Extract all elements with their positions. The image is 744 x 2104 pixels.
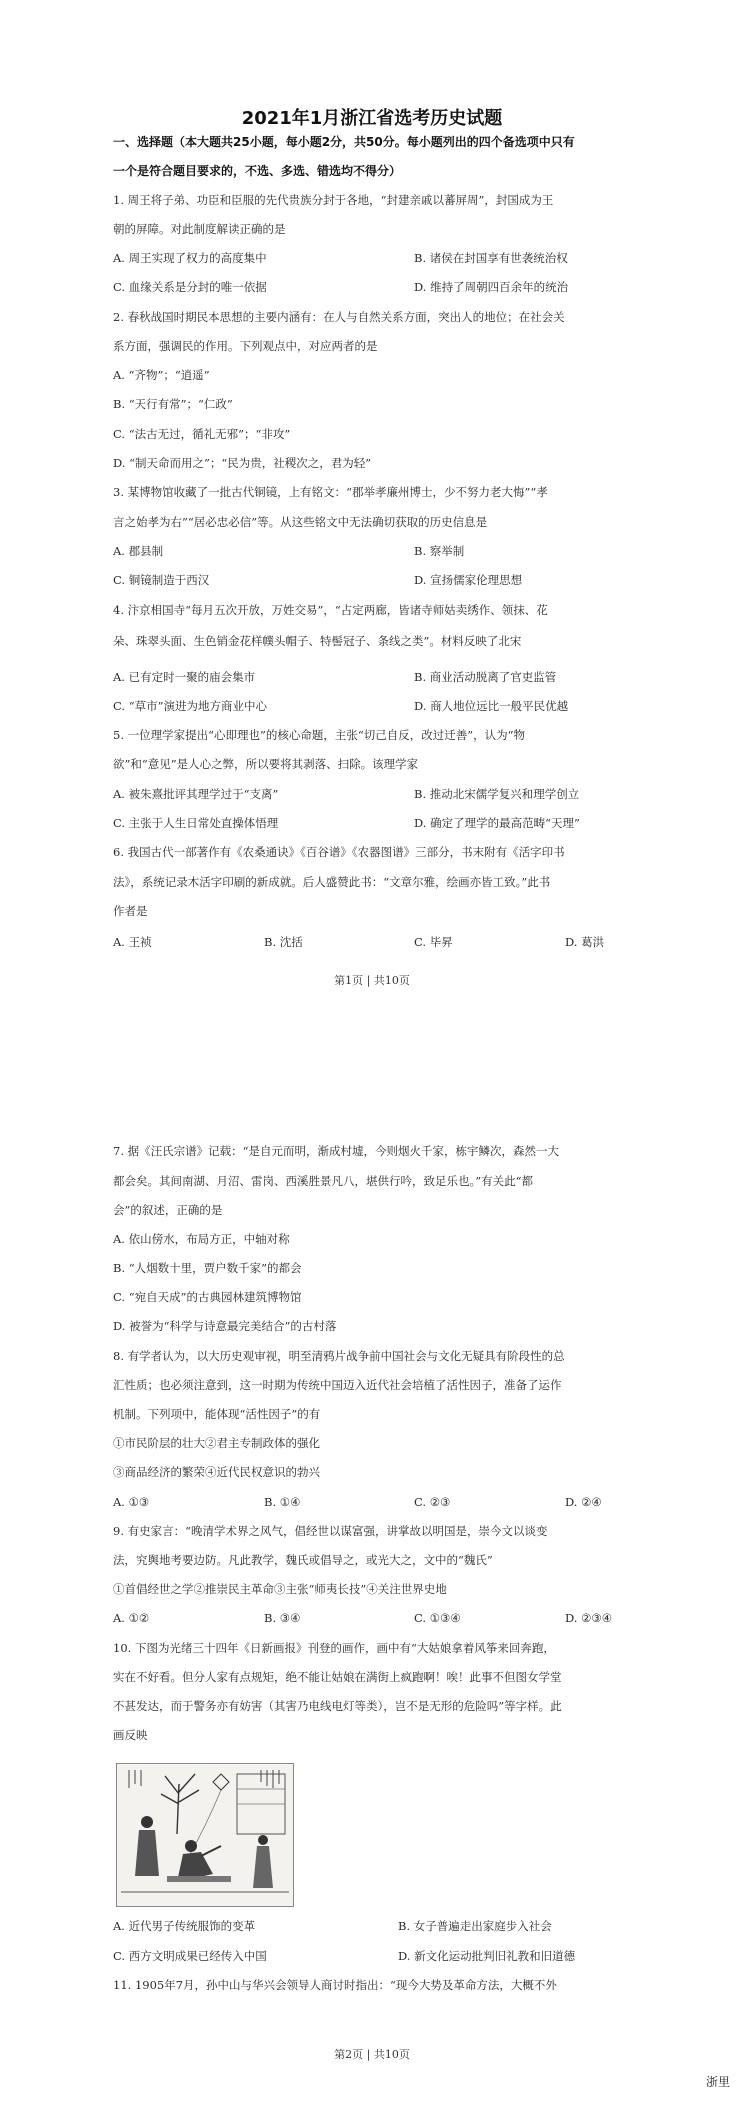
q3-option-a: A. 郡县制 — [113, 544, 164, 558]
q5-option-a: A. 被朱熹批评其理学过于“支离” — [113, 787, 279, 801]
q4-option-d: D. 商人地位远比一般平民优越 — [414, 699, 569, 713]
page-footer-1: 第1页 | 共10页 — [334, 974, 410, 987]
q1-stem-line-1: 1. 周王将子弟、功臣和臣服的先代贵族分封于各地，“封建亲戚以蕃屏周”，封国成为王 — [113, 193, 554, 207]
q10-illustration — [116, 1763, 294, 1907]
q10-stem-line-2: 实在不好看。但分人家有点规矩，绝不能让姑娘在满街上疯跑啊！唉！此事不但图女学堂 — [113, 1670, 562, 1684]
q6-stem-line-3: 作者是 — [113, 904, 148, 918]
q2-stem-line-2: 系方面，强调民的作用。下列观点中，对应两者的是 — [113, 339, 378, 353]
q4-option-b: B. 商业活动脱离了官吏监管 — [414, 670, 557, 684]
q7-option-c: C. “宛自天成”的古典园林建筑博物馆 — [113, 1290, 302, 1304]
q10-option-d: D. 新文化运动批判旧礼教和旧道德 — [398, 1949, 576, 1963]
q9-item-line-1: ①首倡经世之学②推崇民主革命③主张“师夷长技”④关注世界史地 — [113, 1582, 447, 1596]
q8-item-line-2: ③商品经济的繁荣④近代民权意识的勃兴 — [113, 1465, 320, 1479]
q8-option-b: B. ①④ — [264, 1495, 301, 1509]
q6-stem-line-1: 6. 我国古代一部著作有《农桑通诀》《百谷谱》《农器图谱》三部分，书末附有《活字印书 — [113, 845, 565, 859]
q8-option-c: C. ②③ — [414, 1495, 451, 1509]
q5-option-b: B. 推动北宋儒学复兴和理学创立 — [414, 787, 580, 801]
q11-stem-line-1: 11. 1905年7月，孙中山与华兴会领导人商讨时指出：“现今大势及革命方法，大概不外 — [113, 1978, 557, 1992]
q10-stem-line-1: 10. 下图为光绪三十四年《日新画报》刊登的画作，画中有“大姑娘拿着风筝来回奔跑， — [113, 1641, 555, 1655]
q1-stem-line-2: 朝的屏障。对此制度解读正确的是 — [113, 222, 286, 236]
q6-option-a: A. 王祯 — [113, 935, 152, 949]
q5-stem-line-2: 欲”和“意见”是人心之弊，所以要将其剥落、扫除。该理学家 — [113, 757, 419, 771]
q2-option-d: D. “制天命而用之”；“民为贵，社稷次之，君为轻” — [113, 456, 372, 470]
q10-option-c: C. 西方文明成果已经传入中国 — [113, 1949, 267, 1963]
q6-option-b: B. 沈括 — [264, 935, 303, 949]
page-2 — [0, 1040, 744, 2104]
q9-stem-line-2: 法，究舆地考要边防。凡此教学，魏氏或倡导之，或光大之，文中的“魏氏” — [113, 1553, 493, 1567]
q8-item-line-1: ①市民阶层的壮大②君主专制政体的强化 — [113, 1436, 320, 1450]
q1-option-b: B. 诸侯在封国享有世袭统治权 — [414, 251, 568, 265]
q10-option-b: B. 女子普遍走出家庭步入社会 — [398, 1919, 552, 1933]
q1-option-d: D. 维持了周朝四百余年的统治 — [414, 280, 569, 294]
q1-option-c: C. 血缘关系是分封的唯一依据 — [113, 280, 267, 294]
q2-option-c: C. “法古无过，循礼无邪”；“非攻” — [113, 427, 291, 441]
q4-option-c: C. “草市”演进为地方商业中心 — [113, 699, 267, 713]
q2-option-a: A. “齐物”；“逍遥” — [113, 368, 210, 382]
q7-option-a: A. 依山傍水，布局方正，中轴对称 — [113, 1232, 290, 1246]
q8-option-a: A. ①③ — [113, 1495, 150, 1509]
q8-option-d: D. ②④ — [565, 1495, 602, 1509]
corner-watermark: 浙里 — [705, 2075, 730, 2089]
q4-option-a: A. 已有定时一聚的庙会集市 — [113, 670, 256, 684]
q5-option-d: D. 确定了理学的最高范畴“天理” — [414, 816, 580, 830]
q6-stem-line-2: 法》，系统记录木活字印刷的新成就。后人盛赞此书：“文章尔雅，绘画亦皆工致。”此书 — [113, 875, 551, 889]
page-title: 2021年1月浙江省选考历史试题 — [241, 108, 503, 129]
q3-stem-line-1: 3. 某博物馆收藏了一批古代铜镜，上有铭文：“郡举孝廉州博士，少不努力老大悔”“孝 — [113, 485, 548, 499]
q7-option-d: D. 被誉为“科学与诗意最完美结合”的古村落 — [113, 1319, 337, 1333]
q8-stem-line-2: 汇性质；也必须注意到，这一时期为传统中国迈入近代社会培植了活性因子，准备了运作 — [113, 1378, 562, 1392]
q2-stem-line-1: 2. 春秋战国时期民本思想的主要内涵有：在人与自然关系方面，突出人的地位；在社会关 — [113, 310, 565, 324]
q3-option-b: B. 察举制 — [414, 544, 465, 558]
q5-option-c: C. 主张于人生日常处直操体悟理 — [113, 816, 279, 830]
q7-option-b: B. “人烟数十里，贾户数千家”的都会 — [113, 1261, 302, 1275]
q4-stem-line-1: 4. 汴京相国寺“每月五次开放，万姓交易”，“占定两廊，皆诸寺师姑卖绣作、领抹、花 — [113, 603, 548, 617]
q9-option-b: B. ③④ — [264, 1611, 301, 1625]
q7-stem-line-3: 会”的叙述，正确的是 — [113, 1203, 223, 1217]
q10-stem-line-3: 不甚发达，而于警务亦有妨害（其害乃电线电灯等类），岂不是无形的危险吗”等字样。此 — [113, 1699, 562, 1713]
q5-stem-line-1: 5. 一位理学家提出“心即理也”的核心命题，主张“切己自反，改过迁善”，认为“物 — [113, 728, 526, 742]
q8-stem-line-3: 机制。下列项中，能体现“活性因子”的有 — [113, 1407, 321, 1421]
q10-option-a: A. 近代男子传统服饰的变革 — [113, 1919, 256, 1933]
section-header-line-1: 一、选择题（本大题共25小题，每小题2分，共50分。每小题列出的四个备选项中只有 — [113, 135, 575, 149]
q8-stem-line-1: 8. 有学者认为，以大历史观审视，明至清鸦片战争前中国社会与文化无疑具有阶段性的总 — [113, 1349, 565, 1363]
q9-option-a: A. ①② — [113, 1611, 150, 1625]
section-header-line-2: 一个是符合题目要求的，不选、多选、错选均不得分） — [113, 164, 402, 178]
q6-option-c: C. 毕昇 — [414, 935, 453, 949]
q6-option-d: D. 葛洪 — [565, 935, 605, 949]
q10-stem-line-4: 画反映 — [113, 1728, 148, 1742]
q3-option-c: C. 铜镜制造于西汉 — [113, 573, 210, 587]
q2-option-b: B. “天行有常”；“仁政” — [113, 397, 233, 411]
q9-option-c: C. ①③④ — [414, 1611, 461, 1625]
q7-stem-line-1: 7. 据《汪氏宗谱》记载：“是自元而明，渐成村墟，今则烟火千家，栋宇鳞次，森然一大 — [113, 1144, 560, 1158]
q7-stem-line-2: 都会矣。其间南湖、月沼、雷岗、西溪胜景凡八，堪供行吟，致足乐也。”有关此“都 — [113, 1174, 534, 1188]
q1-option-a: A. 周王实现了权力的高度集中 — [113, 251, 267, 265]
page-footer-2: 第2页 | 共10页 — [334, 2048, 410, 2061]
q9-option-d: D. ②③④ — [565, 1611, 613, 1625]
q9-stem-line-1: 9. 有史家言：“晚清学术界之风气，倡经世以谋富强，讲掌故以明国是，崇今文以谈变 — [113, 1524, 548, 1538]
woodcut-drawing — [117, 1764, 293, 1906]
q4-stem-line-2: 朵、珠翠头面、生色销金花样幞头帽子、特髻冠子、条线之类”。材料反映了北宋 — [113, 634, 522, 648]
q3-stem-line-2: 言之始孝为右”“居必忠必信”等。从这些铭文中无法确切获取的历史信息是 — [113, 515, 488, 529]
q3-option-d: D. 宣扬儒家伦理思想 — [414, 573, 523, 587]
